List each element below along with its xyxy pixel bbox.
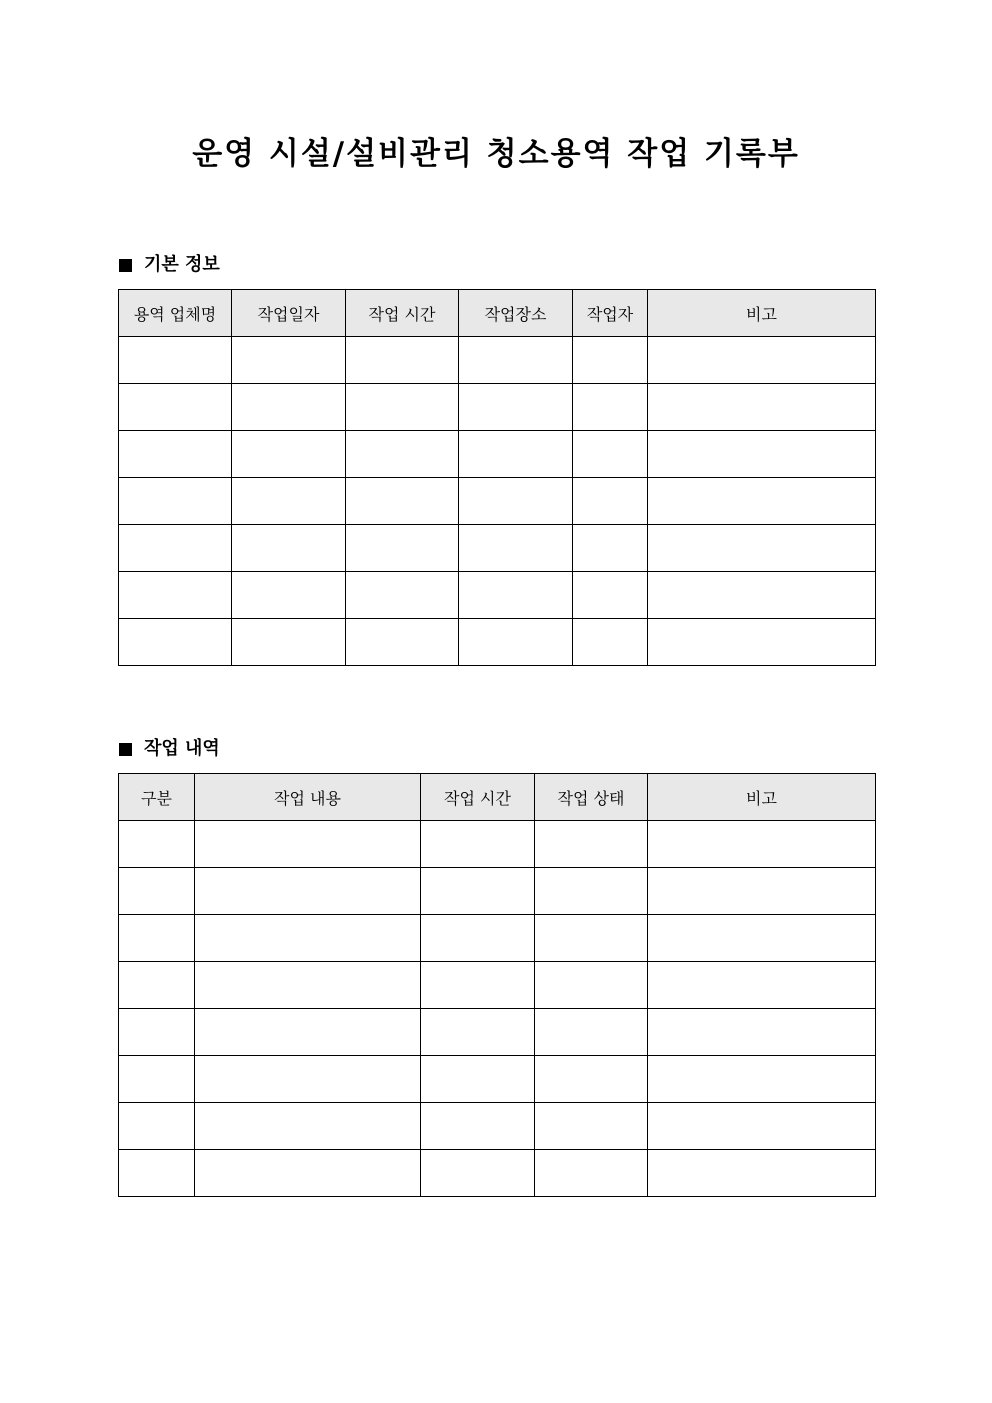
basic-info-table-row [119,572,876,619]
basic-info-table-cell[interactable] [119,619,232,666]
basic-info-table-row [119,525,876,572]
work-history-table-cell[interactable] [535,1009,648,1056]
basic-info-header-row [119,290,876,337]
basic-info-table-cell[interactable] [459,431,573,478]
work-history-table-row [119,1103,876,1150]
work-history-table-cell[interactable] [648,1103,876,1150]
work-history-table-cell[interactable] [119,962,195,1009]
work-history-table-cell[interactable] [119,868,195,915]
basic-info-table-cell[interactable] [346,619,459,666]
basic-info-body [119,337,876,666]
basic-info-table-cell[interactable] [346,384,459,431]
column-header-worker: 작업자 [573,290,648,337]
work-history-table-cell[interactable] [535,962,648,1009]
work-history-table-cell[interactable] [535,868,648,915]
work-history-table-cell[interactable] [195,821,421,868]
basic-info-table-row [119,337,876,384]
work-history-table-cell[interactable] [195,1056,421,1103]
basic-info-table-cell[interactable] [232,619,346,666]
work-history-table-cell[interactable] [648,962,876,1009]
basic-info-table-cell[interactable] [119,572,232,619]
work-history-table-cell[interactable] [195,962,421,1009]
work-history-table-cell[interactable] [421,1103,535,1150]
work-history-table-cell[interactable] [119,1056,195,1103]
basic-info-table-cell[interactable] [346,478,459,525]
work-history-table [118,773,876,1197]
basic-info-table-cell[interactable] [119,337,232,384]
basic-info-table-cell[interactable] [573,431,648,478]
basic-info-table-cell[interactable] [573,478,648,525]
basic-info-table-row [119,431,876,478]
work-history-table-cell[interactable] [119,1150,195,1197]
basic-info-table-cell[interactable] [648,384,876,431]
column-header-work-content: 작업 내용 [195,774,421,821]
work-history-table-cell[interactable] [195,1150,421,1197]
work-history-table-cell[interactable] [421,821,535,868]
basic-info-table-cell[interactable] [573,384,648,431]
work-history-table-cell[interactable] [535,1150,648,1197]
work-history-table-cell[interactable] [195,868,421,915]
work-history-table-cell[interactable] [535,1056,648,1103]
basic-info-table-cell[interactable] [346,431,459,478]
basic-info-table-cell[interactable] [119,525,232,572]
basic-info-table [118,289,876,666]
work-history-table-cell[interactable] [195,1103,421,1150]
work-history-table-row [119,821,876,868]
work-history-table-cell[interactable] [119,821,195,868]
work-history-table-row [119,1009,876,1056]
basic-info-table-cell[interactable] [119,431,232,478]
basic-info-table-cell[interactable] [573,619,648,666]
work-history-table-cell[interactable] [535,821,648,868]
work-history-table-cell[interactable] [195,915,421,962]
basic-info-table-row [119,478,876,525]
basic-info-table-cell[interactable] [573,337,648,384]
column-header-category: 구분 [119,774,195,821]
work-history-heading [119,737,220,761]
basic-info-table-cell[interactable] [232,431,346,478]
basic-info-table-row [119,384,876,431]
column-header-remarks: 비고 [648,290,876,337]
basic-info-table-cell[interactable] [648,431,876,478]
work-history-table-cell[interactable] [421,962,535,1009]
basic-info-table-cell[interactable] [459,478,573,525]
work-history-table-cell[interactable] [648,1009,876,1056]
basic-info-table-row [119,619,876,666]
column-header-work-status: 작업 상태 [535,774,648,821]
basic-info-table-cell[interactable] [346,572,459,619]
basic-info-table-cell[interactable] [232,384,346,431]
basic-info-table-cell[interactable] [459,384,573,431]
work-history-table-cell[interactable] [535,1103,648,1150]
work-history-table-cell[interactable] [421,1150,535,1197]
work-history-body [119,821,876,1197]
basic-info-heading-label: 기본 정보 [144,254,220,275]
basic-info-table-cell[interactable] [119,478,232,525]
work-history-table-cell[interactable] [648,915,876,962]
basic-info-table-cell[interactable] [119,384,232,431]
work-history-table-cell[interactable] [648,1056,876,1103]
basic-info-table-cell[interactable] [232,337,346,384]
work-history-table-cell[interactable] [119,1103,195,1150]
work-history-table-row [119,868,876,915]
basic-info-table-cell[interactable] [232,478,346,525]
basic-info-table-cell[interactable] [573,572,648,619]
basic-info-table-cell[interactable] [573,525,648,572]
work-history-table-cell[interactable] [648,868,876,915]
work-history-table-cell[interactable] [119,1009,195,1056]
basic-info-table-cell[interactable] [648,525,876,572]
work-history-table-cell[interactable] [648,821,876,868]
basic-info-heading [119,253,220,277]
work-history-table-cell[interactable] [119,915,195,962]
column-header-work-date: 작업일자 [232,290,346,337]
work-history-table-row [119,1150,876,1197]
column-header-work-location: 작업장소 [459,290,573,337]
basic-info-table-cell[interactable] [232,525,346,572]
column-header-work-time: 작업 시간 [346,290,459,337]
document-title: 운영 시설/설비관리 청소용역 작업 기록부 [192,136,800,172]
work-history-table-cell[interactable] [421,868,535,915]
basic-info-table-cell[interactable] [459,525,573,572]
work-history-heading-label: 작업 내역 [144,738,220,759]
basic-info-table-cell[interactable] [459,337,573,384]
basic-info-table-cell[interactable] [459,619,573,666]
basic-info-table-cell[interactable] [346,525,459,572]
basic-info-table-cell[interactable] [648,478,876,525]
basic-info-table-cell[interactable] [648,572,876,619]
column-header-vendor-name: 용역 업체명 [119,290,232,337]
basic-info-table-cell[interactable] [648,619,876,666]
work-history-table-cell[interactable] [421,1009,535,1056]
column-header-work-time: 작업 시간 [421,774,535,821]
black-square-icon [119,743,132,756]
basic-info-table-cell[interactable] [459,572,573,619]
work-history-table-row [119,915,876,962]
black-square-icon [119,259,132,272]
work-history-table-cell[interactable] [421,915,535,962]
basic-info-table-cell[interactable] [232,572,346,619]
work-history-table-cell[interactable] [535,915,648,962]
work-history-table-cell[interactable] [421,1056,535,1103]
work-history-table-row [119,1056,876,1103]
work-history-table-cell[interactable] [648,1150,876,1197]
work-history-header-row [119,774,876,821]
column-header-remarks: 비고 [648,774,876,821]
basic-info-table-cell[interactable] [648,337,876,384]
work-history-table-cell[interactable] [195,1009,421,1056]
basic-info-table-cell[interactable] [346,337,459,384]
work-history-table-row [119,962,876,1009]
